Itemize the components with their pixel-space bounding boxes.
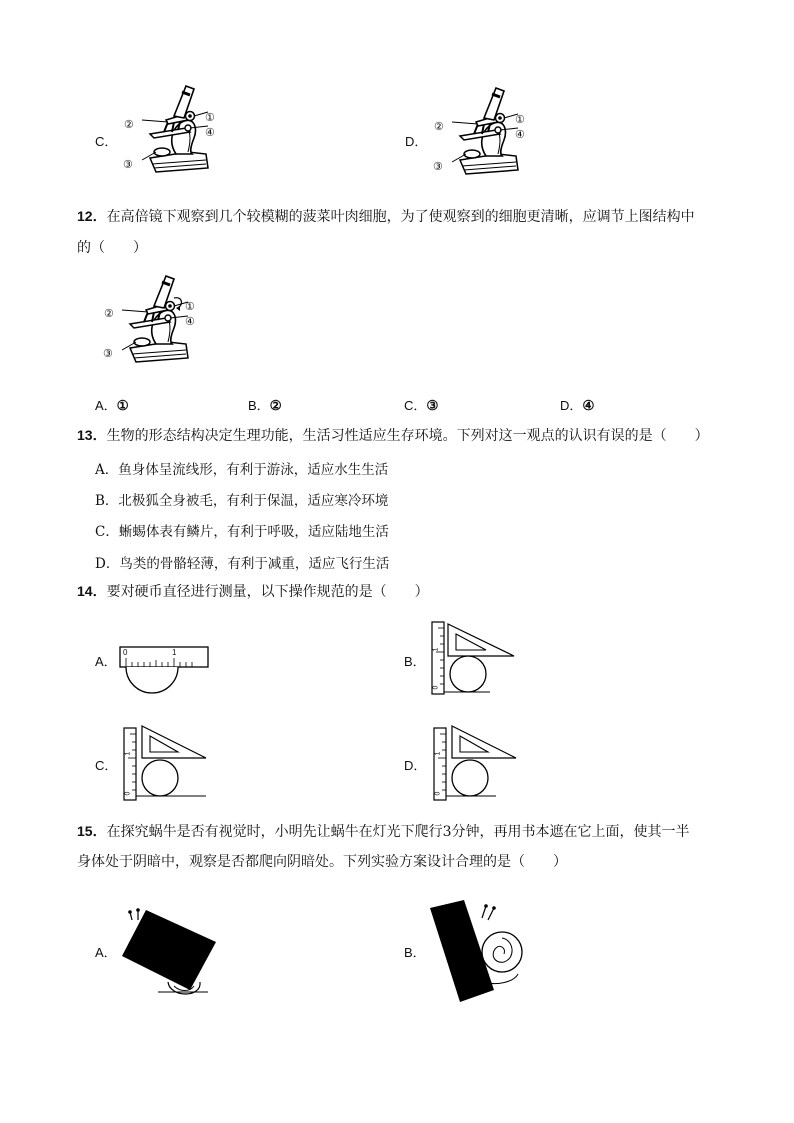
q11-d-label-1: ① bbox=[515, 113, 525, 126]
q12-option-d[interactable]: D．④ bbox=[560, 398, 595, 414]
q14-stem-text: 要对硬币直径进行测量，以下操作规范的是（ ） bbox=[106, 584, 429, 600]
q15-figure-b bbox=[426, 898, 526, 1006]
q11-d-label-3: ③ bbox=[433, 160, 443, 173]
q14-d-mark-0: 0 bbox=[434, 791, 442, 796]
q15-stem-line2: 身体处于阴暗中，观察是否都爬向阴暗处。下列实验方案设计合理的是（ ） bbox=[77, 854, 567, 870]
q12-fig-label-3: ③ bbox=[103, 347, 113, 360]
q14-option-d-label[interactable]: D． bbox=[404, 758, 427, 773]
q11-c-label-1: ① bbox=[205, 111, 215, 124]
q11-option-d-label[interactable]: D． bbox=[405, 134, 428, 149]
q14-b-mark-1: 1 bbox=[432, 647, 440, 652]
q14-b-mark-0: 0 bbox=[432, 685, 440, 690]
q15-stem bbox=[77, 816, 689, 847]
q14-c-mark-0: 0 bbox=[124, 791, 132, 796]
q14-a-mark-0: 0 bbox=[123, 648, 128, 657]
q14-figure-a bbox=[118, 645, 213, 703]
q14-c-mark-1: 1 bbox=[124, 751, 132, 756]
q14-option-a-label[interactable]: A． bbox=[95, 654, 117, 669]
q11-d-label-2: ② bbox=[434, 120, 444, 133]
q12-option-b[interactable]: B．② bbox=[248, 398, 282, 414]
q14-figure-c bbox=[120, 724, 212, 802]
q12-option-a[interactable]: A．① bbox=[95, 398, 129, 414]
q13-stem bbox=[77, 420, 709, 451]
q14-option-c-label[interactable]: C． bbox=[95, 758, 118, 773]
q12-fig-label-4: ④ bbox=[185, 315, 195, 328]
q14-d-mark-1: 1 bbox=[434, 751, 442, 756]
q14-a-mark-1: 1 bbox=[172, 648, 177, 657]
q12-fig-label-1: ① bbox=[185, 300, 195, 313]
q15-stem-line1: 在探究蜗牛是否有视觉时，小明先让蜗牛在灯光下爬行3分钟，再用书本遮在它上面，使其一半 bbox=[106, 824, 690, 840]
q11-d-label-4: ④ bbox=[515, 128, 525, 141]
q12-stem bbox=[77, 201, 695, 232]
q12-fig-label-2: ② bbox=[104, 307, 114, 320]
q15-option-b-label[interactable]: B． bbox=[404, 945, 426, 960]
q14-figure-d bbox=[430, 724, 522, 802]
q12-option-c[interactable]: C．③ bbox=[404, 398, 439, 414]
q11-c-label-4: ④ bbox=[205, 126, 215, 139]
q15-option-a-label[interactable]: A． bbox=[95, 945, 117, 960]
q13-option-d[interactable]: D．鸟类的骨骼轻薄，有利于减重，适应飞行生活 bbox=[95, 556, 390, 572]
q12-number: 12． bbox=[77, 208, 107, 224]
q11-c-label-2: ② bbox=[124, 118, 134, 131]
q14-stem bbox=[77, 576, 429, 607]
q12-stem-line1: 在高倍镜下观察到几个较模糊的菠菜叶肉细胞，为了使观察到的细胞更清晰，应调节上图结构中 bbox=[106, 209, 695, 225]
q13-stem-text: 生物的形态结构决定生理功能，生活习性适应生存环境。下列对这一观点的认识有误的是（ ） bbox=[106, 428, 709, 444]
q13-number: 13． bbox=[77, 427, 107, 443]
q15-number: 15． bbox=[77, 823, 107, 839]
q14-option-b-label[interactable]: B． bbox=[404, 654, 426, 669]
q12-stem-line2: 的（ ） bbox=[77, 240, 147, 256]
q15-figure-a bbox=[118, 908, 222, 1000]
q13-option-a[interactable]: A．鱼身体呈流线形，有利于游泳，适应水生生活 bbox=[95, 462, 389, 478]
q14-figure-b bbox=[428, 620, 520, 696]
q11-option-c-label[interactable]: C． bbox=[95, 134, 118, 149]
q14-number: 14． bbox=[77, 583, 107, 599]
q11-c-label-3: ③ bbox=[123, 158, 133, 171]
q13-option-c[interactable]: C．蜥蜴体表有鳞片，有利于呼吸，适应陆地生活 bbox=[95, 524, 389, 540]
q13-option-b[interactable]: B．北极狐全身被毛，有利于保温，适应寒冷环境 bbox=[95, 493, 389, 509]
